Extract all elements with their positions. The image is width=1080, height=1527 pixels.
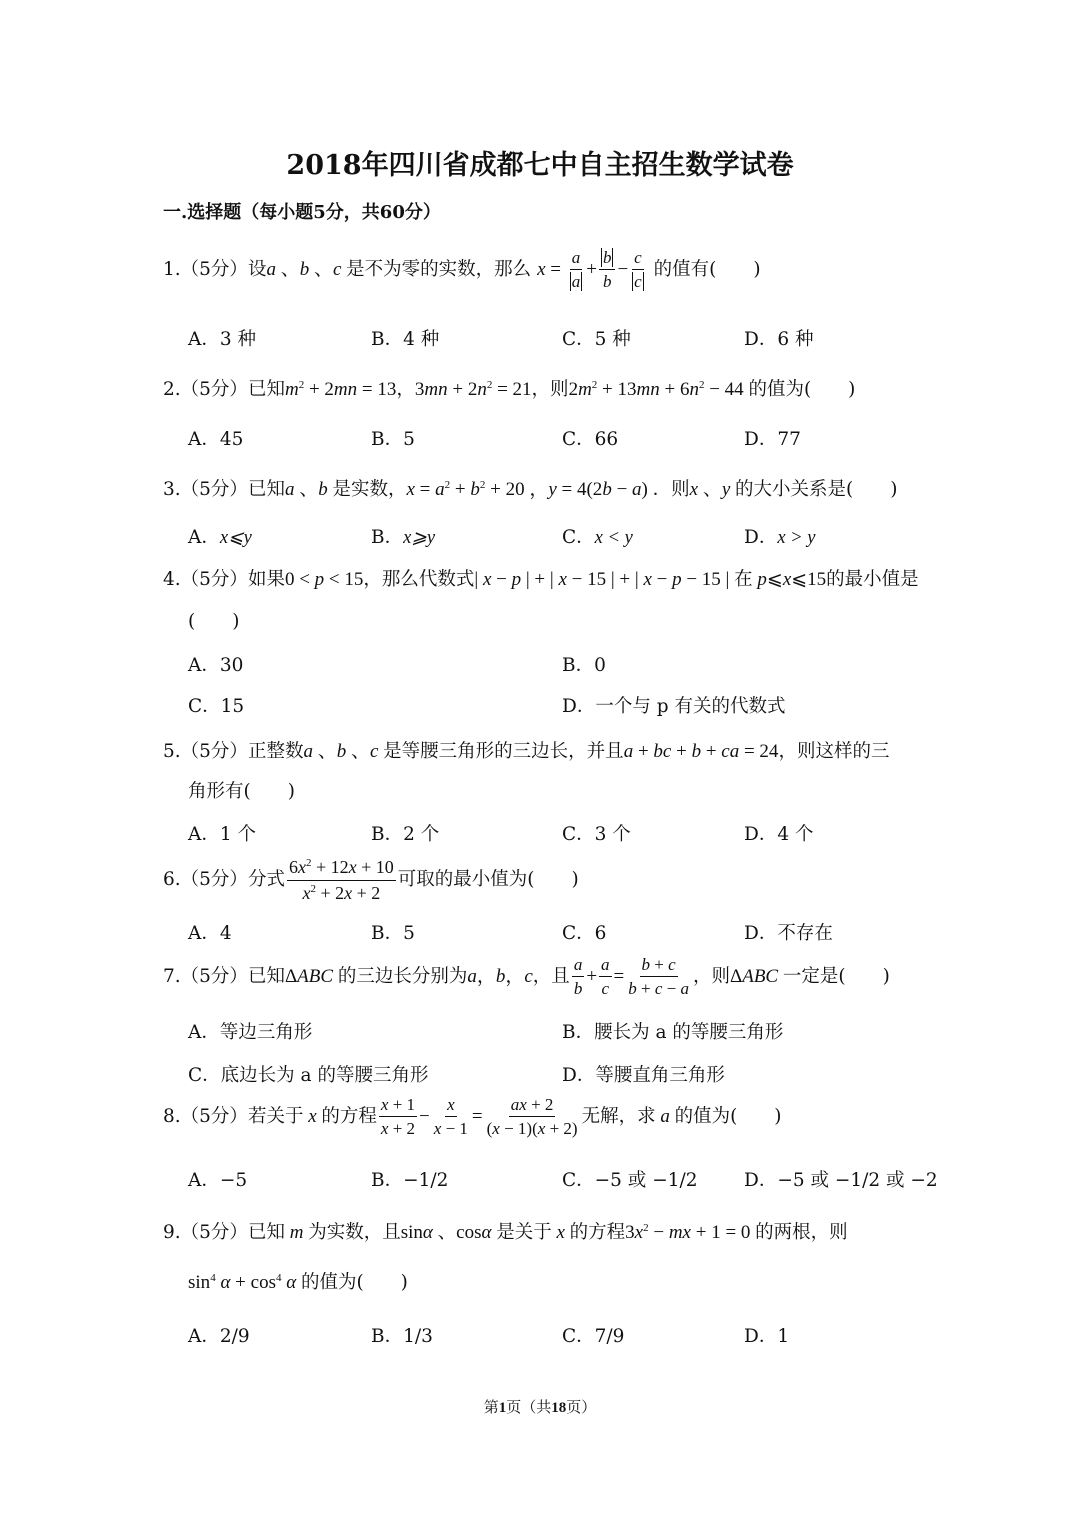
option-a: A．1 个 bbox=[188, 824, 257, 845]
option-d: D．−5 或 −1/2 或 −2 bbox=[744, 1170, 938, 1191]
option-c: C．x < y bbox=[562, 527, 633, 548]
option-a: A．x⩽y bbox=[188, 527, 252, 548]
option-b: B．0 bbox=[562, 655, 606, 676]
option-c: C．6 bbox=[562, 923, 607, 944]
option-c: C．5 种 bbox=[562, 329, 631, 350]
option-d: D．一个与 p 有关的代数式 bbox=[562, 696, 786, 717]
formula-fraction: $\frac{6x^2 + 12x + 10}{x^2 + 2x + 2}$ bbox=[288, 857, 394, 903]
option-a: A．30 bbox=[188, 655, 244, 676]
option-d: D．x > y bbox=[744, 527, 816, 548]
option-c: C．底边长为 a 的等腰三角形 bbox=[188, 1065, 429, 1086]
option-b: B．腰长为 a 的等腰三角形 bbox=[562, 1022, 784, 1043]
question-8: 8.（5分）若关于 x 的方程 $\frac{x + 1}{x + 2}$ − $\frac{x}{x - 1}$ = $\frac{ax + 2}{(x - 1)(x + 2)}$ 无解，求 a 的值为( ) bbox=[163, 1095, 782, 1139]
option-c: C．15 bbox=[188, 696, 245, 717]
page-footer: 第1页（共18页） bbox=[483, 1398, 597, 1416]
option-a: A．4 bbox=[188, 923, 232, 944]
formula-fraction: $\frac{b}{b}$ bbox=[599, 247, 616, 293]
question-5: 5.（5分）正整数a 、b 、c 是等腰三角形的三边长，并且a + bc + b + ca = 24，则这样的三 bbox=[163, 741, 890, 762]
option-c: C．66 bbox=[562, 429, 619, 450]
option-a: A．2/9 bbox=[188, 1326, 250, 1347]
option-b: B．5 bbox=[371, 429, 415, 450]
formula-fraction: $\frac{a}{a}$ bbox=[571, 248, 581, 292]
formula-fraction: $\frac{a}{c}$ bbox=[601, 955, 610, 999]
question-number: 1. bbox=[163, 258, 181, 280]
option-d: D．4 个 bbox=[744, 824, 814, 845]
page-title: 2018年四川省成都七中自主招生数学试卷 bbox=[286, 150, 794, 181]
total-pages: 18 bbox=[551, 1400, 567, 1416]
option-d: D．77 bbox=[744, 429, 801, 450]
option-d: D．1 bbox=[744, 1326, 790, 1347]
question-5-continued: 角形有( ) bbox=[188, 781, 295, 802]
option-b: B．x⩾y bbox=[371, 527, 436, 548]
option-b: B．5 bbox=[371, 923, 415, 944]
question-6: 6.（5分）分式 $\frac{6x^2 + 12x + 10}{x^2 + 2x + 2}$ 可取的最小值为( ) bbox=[163, 857, 579, 903]
option-a: A．−5 bbox=[188, 1170, 248, 1191]
option-d: D．6 种 bbox=[744, 329, 814, 350]
formula-fraction: $\frac{x}{x - 1}$ bbox=[433, 1095, 468, 1139]
option-d: D．不存在 bbox=[744, 923, 833, 944]
question-2: 2.（5分）已知$m^2 + 2mn = 13$，$3mn + 2n^2 = 21$，则$2m^2 + 13mn + 6n^2 - 44$ 的值为( ) bbox=[163, 379, 856, 400]
question-9-continued: $\sin^4 \alpha + \cos^4 \alpha$ 的值为( ) bbox=[188, 1272, 408, 1293]
option-b: B．−1/2 bbox=[371, 1170, 449, 1191]
question-1: 1.（5分）设a 、b 、c 是不为零的实数，那么 x = $\frac{a}{a}$ + $\frac{b}{b}$ − $\frac{c}{c}$ 的值有( ) bbox=[163, 248, 761, 292]
question-9: 9.（5分）已知 m 为实数，且sinα 、cosα 是关于 x 的方程$3x^2$ − mx + 1 = 0 的两根，则 bbox=[163, 1222, 848, 1243]
option-c: C．7/9 bbox=[562, 1326, 625, 1347]
option-a: A．3 种 bbox=[188, 329, 257, 350]
question-score: （5分） bbox=[180, 258, 248, 280]
option-b: B．2 个 bbox=[371, 824, 440, 845]
formula-fraction: $\frac{ax + 2}{(x - 1)(x + 2)}$ bbox=[486, 1095, 578, 1139]
section-heading: 一.选择题（每小题5分，共60分） bbox=[163, 202, 441, 223]
question-4: 4.（5分）如果0 < p < 15，那么代数式| x − p | + | x − 15 | + | x − p − 15 | 在 p⩽x⩽15的最小值是 bbox=[163, 569, 919, 590]
option-b: B．4 种 bbox=[371, 329, 440, 350]
option-a: A．等边三角形 bbox=[188, 1022, 313, 1043]
option-c: C．3 个 bbox=[562, 824, 631, 845]
formula-fraction: $\frac{a}{b}$ bbox=[573, 955, 583, 999]
option-a: A．45 bbox=[188, 429, 244, 450]
current-page: 1 bbox=[498, 1400, 507, 1416]
question-3: 3.（5分）已知a 、b 是实数，$x = a^2 + b^2 + 20$ ，y = 4(2b − a) ．则x 、y 的大小关系是( ) bbox=[163, 479, 898, 500]
question-7: 7.（5分）已知ΔABC 的三边长分别为a，b，c，且 $\frac{a}{b}$ + $\frac{a}{c}$ = $\frac{b + c}{b + c - a}$ ，则ΔABC 一定是( ) bbox=[163, 955, 890, 999]
formula-fraction: $\frac{c}{c}$ bbox=[634, 248, 642, 292]
formula-fraction: $\frac{x + 1}{x + 2}$ bbox=[380, 1095, 416, 1139]
option-d: D．等腰直角三角形 bbox=[562, 1065, 725, 1086]
option-b: B．1/3 bbox=[371, 1326, 433, 1347]
option-c: C．−5 或 −1/2 bbox=[562, 1170, 698, 1191]
question-4-bracket: ( ) bbox=[188, 611, 240, 632]
formula-fraction: $\frac{b + c}{b + c - a}$ bbox=[628, 955, 689, 999]
